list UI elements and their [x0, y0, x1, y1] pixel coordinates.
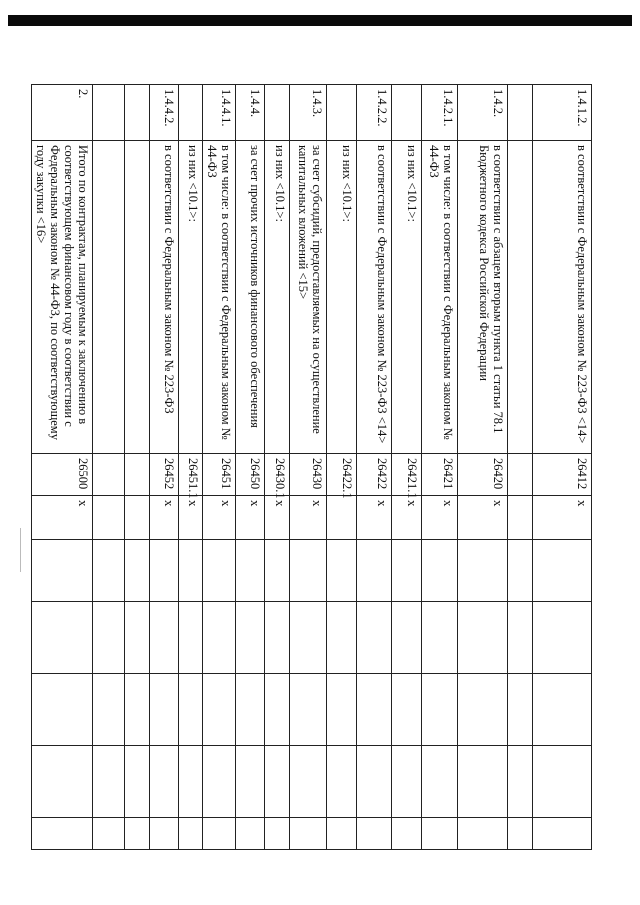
- table-row: [290, 85, 327, 850]
- row-number-cell: [265, 85, 290, 141]
- row-code-cell: 26430.1: [265, 454, 290, 496]
- empty-value-cell: [422, 540, 458, 602]
- row-name-cell: в соответствии с Федеральным законом № 223-ФЗ <14>: [533, 141, 592, 454]
- empty-value-cell: [508, 674, 533, 746]
- empty-value-cell: [203, 674, 236, 746]
- empty-value-cell: [357, 818, 392, 850]
- row-mark-cell: x: [265, 496, 290, 540]
- empty-value-cell: [236, 674, 265, 746]
- empty-value-cell: [533, 540, 592, 602]
- scan-mark: [20, 528, 21, 572]
- empty-value-cell: [392, 746, 422, 818]
- empty-value-cell: [203, 540, 236, 602]
- empty-value-cell: [203, 746, 236, 818]
- empty-value-cell: [533, 674, 592, 746]
- empty-value-cell: [179, 674, 203, 746]
- table-body: [32, 85, 592, 850]
- row-code-cell: 26430: [290, 454, 327, 496]
- empty-value-cell: [150, 540, 179, 602]
- row-mark-cell: x: [290, 496, 327, 540]
- empty-value-cell: [236, 818, 265, 850]
- row-code-cell: 26451: [203, 454, 236, 496]
- row-code-cell: 26421.1: [392, 454, 422, 496]
- empty-value-cell: [422, 674, 458, 746]
- empty-value-cell: [357, 674, 392, 746]
- row-code-cell: 26422.1: [327, 454, 357, 496]
- row-code-cell: 26422: [357, 454, 392, 496]
- row-mark-cell: x: [150, 496, 179, 540]
- table-row: [203, 85, 236, 850]
- empty-value-cell: [392, 818, 422, 850]
- empty-value-cell: [93, 674, 125, 746]
- row-name-cell: из них <10.1>:: [179, 141, 203, 454]
- empty-value-cell: [327, 746, 357, 818]
- empty-value-cell: [93, 602, 125, 674]
- empty-value-cell: [125, 602, 150, 674]
- row-number-cell: [508, 85, 533, 141]
- row-number-cell: 1.4.3.: [290, 85, 327, 141]
- row-mark-cell: [327, 496, 357, 540]
- row-mark-cell: x: [32, 496, 93, 540]
- empty-value-cell: [357, 540, 392, 602]
- empty-value-cell: [508, 540, 533, 602]
- row-number-cell: 1.4.2.1.: [422, 85, 458, 141]
- empty-value-cell: [93, 540, 125, 602]
- row-code-cell: 26421: [422, 454, 458, 496]
- empty-value-cell: [508, 746, 533, 818]
- empty-value-cell: [203, 602, 236, 674]
- table-row: [179, 85, 203, 850]
- row-name-cell: [93, 141, 125, 454]
- empty-value-cell: [458, 674, 508, 746]
- row-name-cell: [125, 141, 150, 454]
- row-name-cell: за счет прочих источников финансового обеспечения: [236, 141, 265, 454]
- row-number-cell: [327, 85, 357, 141]
- empty-value-cell: [236, 540, 265, 602]
- row-name-cell: из них <10.1>:: [392, 141, 422, 454]
- empty-value-cell: [392, 602, 422, 674]
- top-black-bar: [8, 15, 632, 26]
- row-code-cell: 26420: [458, 454, 508, 496]
- table-row: [125, 85, 150, 850]
- row-mark-cell: [125, 496, 150, 540]
- table-row: [458, 85, 508, 850]
- empty-value-cell: [32, 602, 93, 674]
- empty-value-cell: [32, 818, 93, 850]
- row-mark-cell: [508, 496, 533, 540]
- table-row: [392, 85, 422, 850]
- row-code-cell: [508, 454, 533, 496]
- empty-value-cell: [533, 602, 592, 674]
- row-mark-cell: x: [236, 496, 265, 540]
- row-number-cell: 1.4.4.1.: [203, 85, 236, 141]
- empty-value-cell: [508, 818, 533, 850]
- empty-value-cell: [422, 602, 458, 674]
- empty-value-cell: [290, 674, 327, 746]
- empty-value-cell: [422, 746, 458, 818]
- empty-value-cell: [179, 818, 203, 850]
- empty-value-cell: [357, 602, 392, 674]
- row-name-cell: из них <10.1>:: [265, 141, 290, 454]
- row-mark-cell: x: [392, 496, 422, 540]
- row-mark-cell: x: [533, 496, 592, 540]
- rotated-table-wrapper: [34, 84, 592, 849]
- empty-value-cell: [179, 746, 203, 818]
- empty-value-cell: [93, 818, 125, 850]
- row-name-cell: в том числе: в соответствии с Федеральным законом № 44-ФЗ: [203, 141, 236, 454]
- table-row: [265, 85, 290, 850]
- empty-value-cell: [150, 602, 179, 674]
- empty-value-cell: [265, 674, 290, 746]
- table-row: [93, 85, 125, 850]
- row-code-cell: [93, 454, 125, 496]
- empty-value-cell: [179, 540, 203, 602]
- empty-value-cell: [265, 746, 290, 818]
- procurement-table: [31, 84, 592, 850]
- row-number-cell: 1.4.1.2.: [533, 85, 592, 141]
- empty-value-cell: [125, 818, 150, 850]
- empty-value-cell: [327, 540, 357, 602]
- row-code-cell: 26500: [32, 454, 93, 496]
- empty-value-cell: [32, 674, 93, 746]
- row-name-cell: из них <10.1>:: [327, 141, 357, 454]
- row-number-cell: 1.4.2.2.: [357, 85, 392, 141]
- empty-value-cell: [458, 540, 508, 602]
- empty-value-cell: [458, 746, 508, 818]
- row-mark-cell: [93, 496, 125, 540]
- empty-value-cell: [125, 674, 150, 746]
- empty-value-cell: [125, 540, 150, 602]
- row-name-cell: Итого по контрактам, планируемым к заключению в соответствующем финансовом году в соответствии с Федеральным законом № 44-ФЗ, по соответствующему году закупки <16>: [32, 141, 93, 454]
- row-number-cell: [392, 85, 422, 141]
- empty-value-cell: [392, 540, 422, 602]
- row-mark-cell: x: [179, 496, 203, 540]
- empty-value-cell: [32, 540, 93, 602]
- row-number-cell: 1.4.2.: [458, 85, 508, 141]
- table-row: [32, 85, 93, 850]
- empty-value-cell: [458, 818, 508, 850]
- row-number-cell: 1.4.4.2.: [150, 85, 179, 141]
- table-row: [422, 85, 458, 850]
- empty-value-cell: [32, 746, 93, 818]
- empty-value-cell: [392, 674, 422, 746]
- empty-value-cell: [150, 674, 179, 746]
- row-mark-cell: x: [203, 496, 236, 540]
- empty-value-cell: [265, 602, 290, 674]
- empty-value-cell: [327, 602, 357, 674]
- empty-value-cell: [290, 540, 327, 602]
- empty-value-cell: [458, 602, 508, 674]
- row-code-cell: 26451.1: [179, 454, 203, 496]
- empty-value-cell: [236, 746, 265, 818]
- empty-value-cell: [150, 746, 179, 818]
- empty-value-cell: [508, 602, 533, 674]
- row-number-cell: 1.4.4.: [236, 85, 265, 141]
- empty-value-cell: [290, 602, 327, 674]
- empty-value-cell: [327, 674, 357, 746]
- table-row: [357, 85, 392, 850]
- row-code-cell: [125, 454, 150, 496]
- row-mark-cell: x: [357, 496, 392, 540]
- table-row: [508, 85, 533, 850]
- empty-value-cell: [290, 746, 327, 818]
- empty-value-cell: [179, 602, 203, 674]
- row-name-cell: [508, 141, 533, 454]
- empty-value-cell: [265, 540, 290, 602]
- row-name-cell: в соответствии с абзацем вторым пункта 1 статьи 78.1 Бюджетного кодекса Российской Федерации: [458, 141, 508, 454]
- row-number-cell: [93, 85, 125, 141]
- empty-value-cell: [203, 818, 236, 850]
- empty-value-cell: [93, 746, 125, 818]
- row-number-cell: [179, 85, 203, 141]
- empty-value-cell: [327, 818, 357, 850]
- empty-value-cell: [533, 818, 592, 850]
- row-name-cell: в соответствии с Федеральным законом № 223-ФЗ <14>: [357, 141, 392, 454]
- row-name-cell: за счет субсидий, предоставляемых на осуществление капитальных вложений <15>: [290, 141, 327, 454]
- row-mark-cell: x: [422, 496, 458, 540]
- row-number-cell: 2.: [32, 85, 93, 141]
- empty-value-cell: [422, 818, 458, 850]
- empty-value-cell: [236, 602, 265, 674]
- empty-value-cell: [265, 818, 290, 850]
- empty-value-cell: [357, 746, 392, 818]
- row-name-cell: в том числе: в соответствии с Федеральным законом № 44-ФЗ: [422, 141, 458, 454]
- table-row: [327, 85, 357, 850]
- row-number-cell: [125, 85, 150, 141]
- table-row: [533, 85, 592, 850]
- empty-value-cell: [533, 746, 592, 818]
- row-mark-cell: x: [458, 496, 508, 540]
- row-code-cell: 26452: [150, 454, 179, 496]
- row-code-cell: 26412: [533, 454, 592, 496]
- table-row: [150, 85, 179, 850]
- row-name-cell: в соответствии с Федеральным законом № 223-ФЗ: [150, 141, 179, 454]
- empty-value-cell: [150, 818, 179, 850]
- empty-value-cell: [290, 818, 327, 850]
- empty-value-cell: [125, 746, 150, 818]
- table-row: [236, 85, 265, 850]
- row-code-cell: 26450: [236, 454, 265, 496]
